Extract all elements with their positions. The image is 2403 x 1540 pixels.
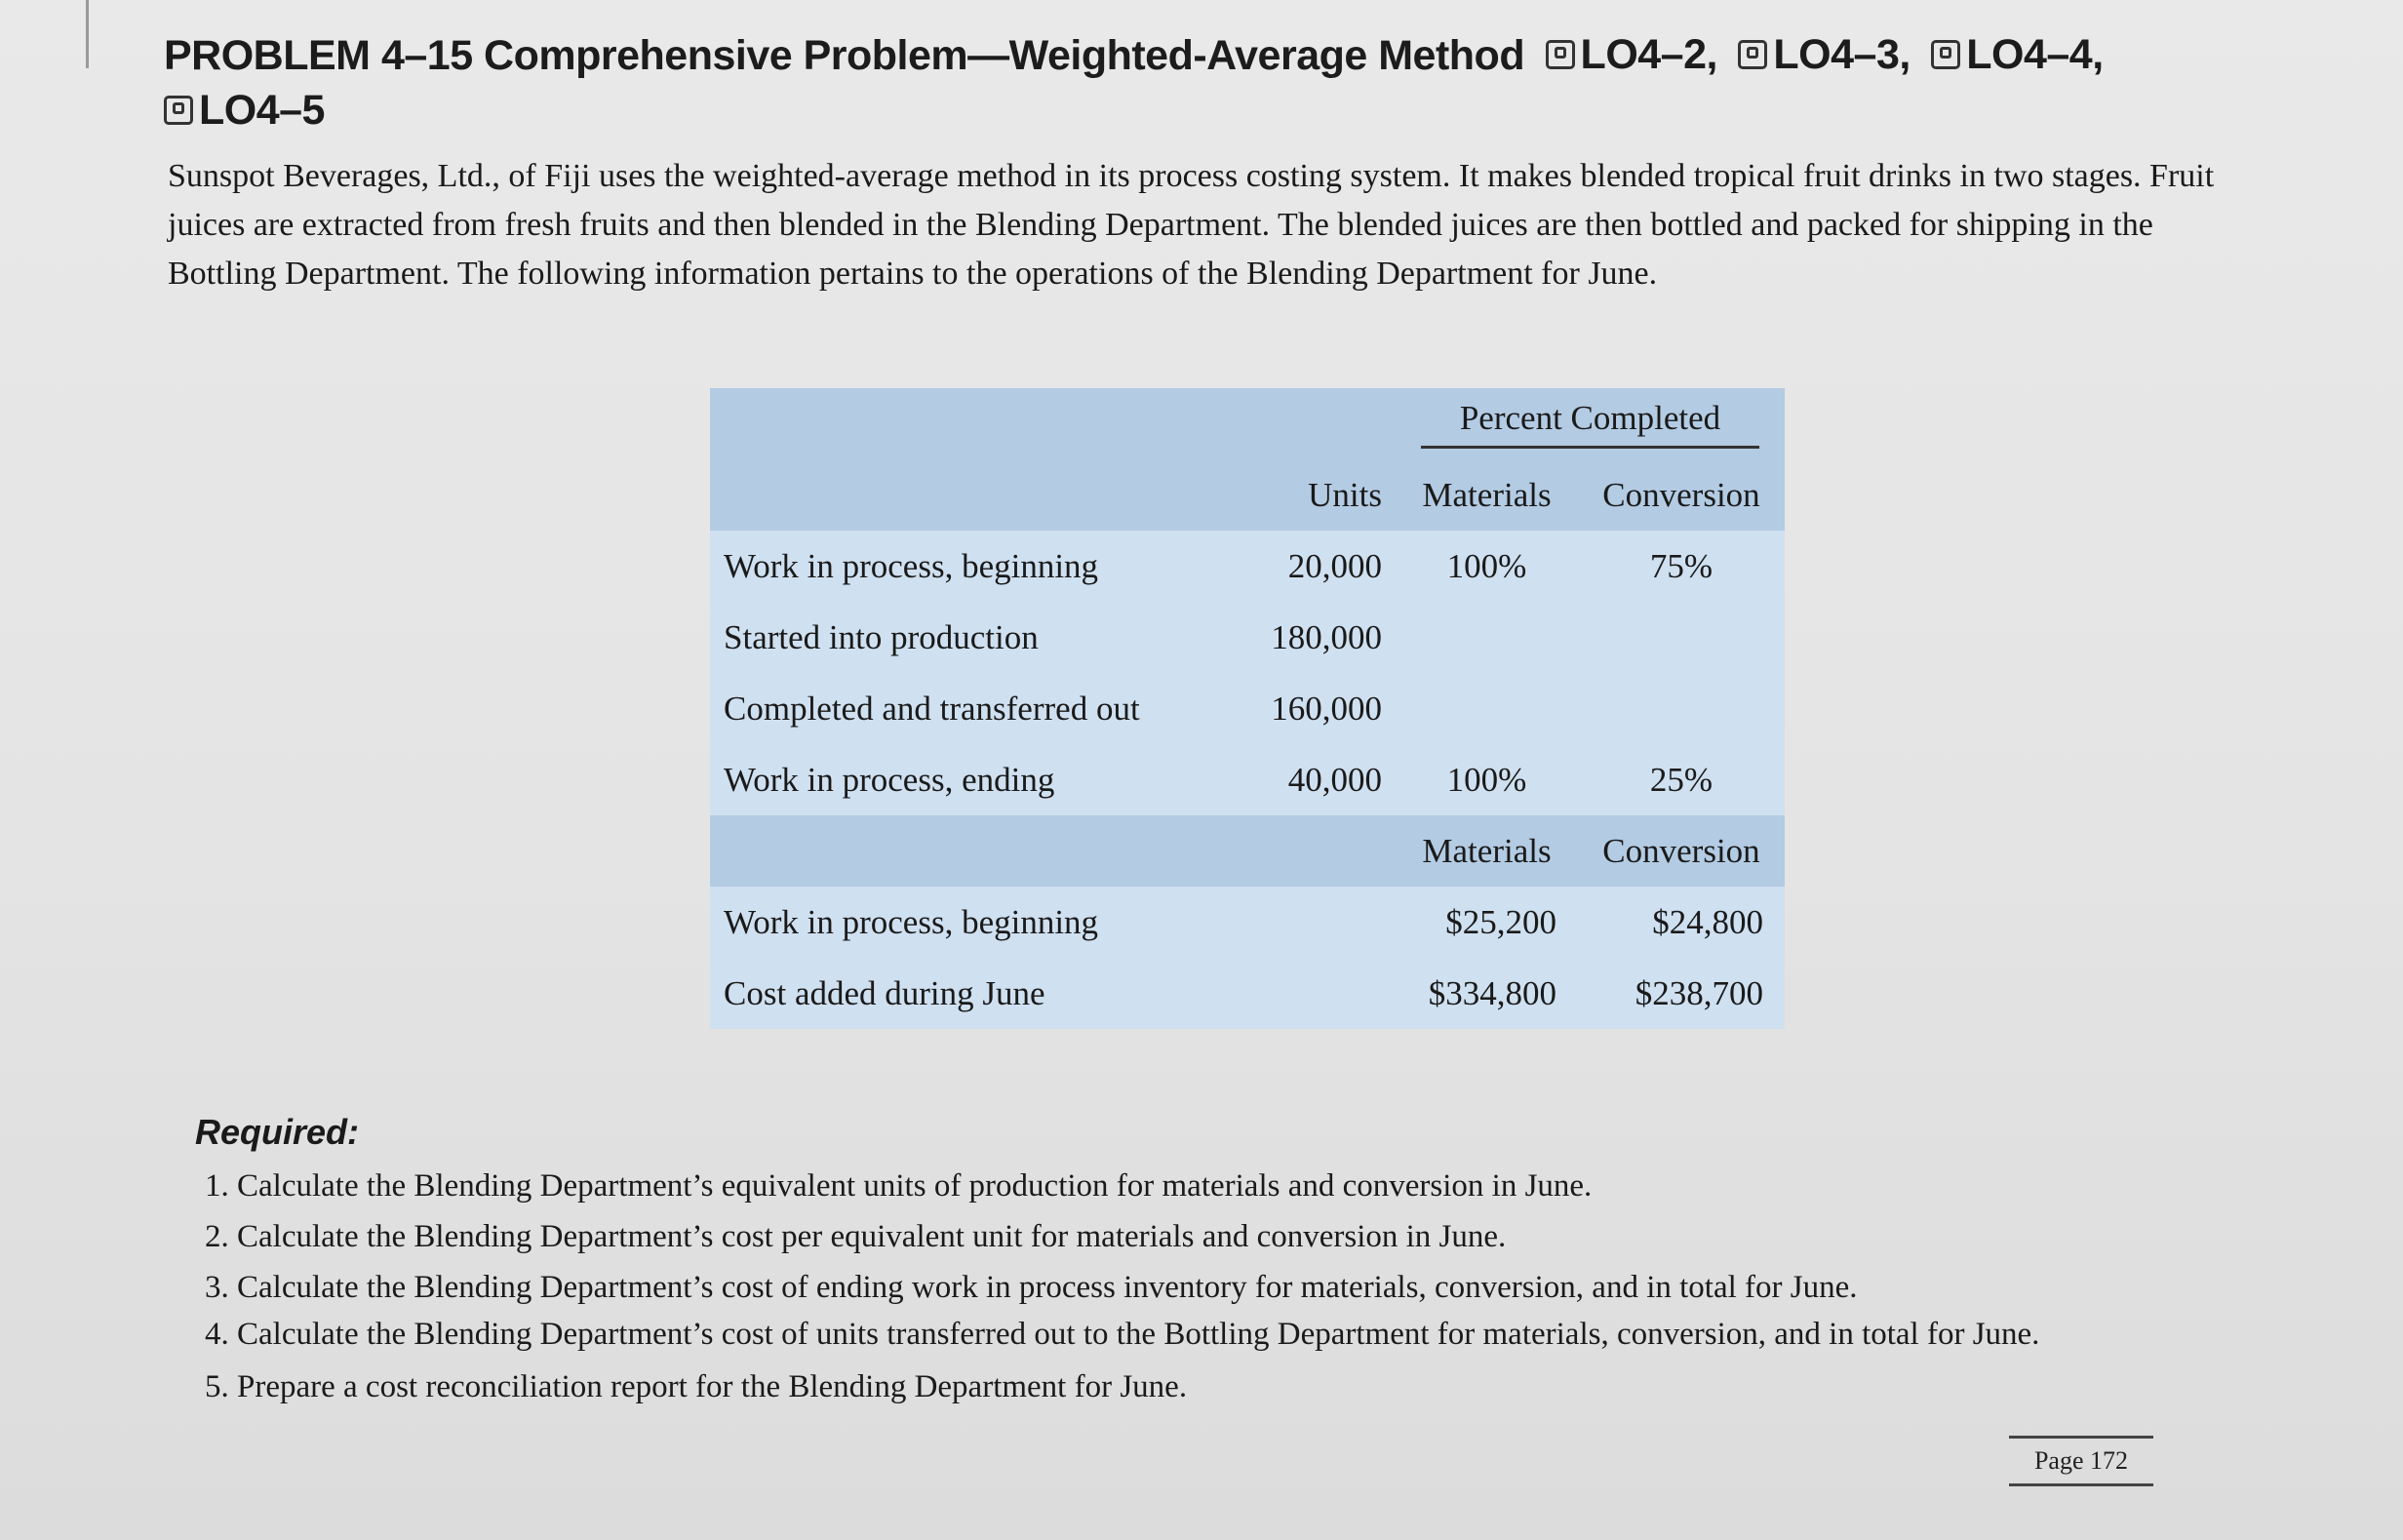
lo-link-3[interactable]: LO4–4, (1931, 27, 2103, 82)
page-number-label: Page 172 (2009, 1436, 2153, 1486)
list-item: 5. Prepare a cost reconciliation report for the Blending Department for June. (205, 1369, 1188, 1404)
blending-department-table (710, 388, 1785, 1029)
external-link-icon (1546, 40, 1575, 69)
header-row-columns (710, 459, 1785, 531)
lo-link-4[interactable]: LO4–5 (164, 83, 325, 138)
cost-header-row (710, 815, 1785, 887)
materials-header: Materials (1422, 475, 1552, 514)
required-heading: Required: (195, 1112, 360, 1152)
conversion-header: Conversion (1602, 475, 1760, 514)
lo-link-2[interactable]: LO4–3, (1738, 27, 1910, 82)
external-link-icon (164, 96, 193, 125)
header-row-percent (710, 388, 1785, 459)
list-item: 4. Calculate the Blending Department’s cost of units transferred out to the Bottling Department for materials, conversion, and in total for June. (205, 1317, 2040, 1352)
table-row: Work in process, ending 40,000 100% 25% (710, 744, 1785, 815)
cost-materials-header: Materials (1422, 831, 1552, 870)
problem-title: PROBLEM 4–15 Comprehensive Problem—Weighted-Average Method (164, 32, 1525, 79)
external-link-icon (1931, 40, 1960, 69)
table-row: Work in process, beginning 20,000 100% 75% (710, 531, 1785, 602)
units-header: Units (1308, 475, 1382, 514)
cost-conversion-header: Conversion (1602, 831, 1760, 870)
external-link-icon (1738, 40, 1767, 69)
left-margin-bar (86, 0, 89, 68)
list-item: 3. Calculate the Blending Department’s cost of ending work in process inventory for materials, conversion, and in total for June. (205, 1270, 1858, 1305)
lo-link-1[interactable]: LO4–2, (1546, 27, 1717, 82)
table-row: Completed and transferred out 160,000 (710, 673, 1785, 744)
list-item: 1. Calculate the Blending Department’s equivalent units of production for materials and conversion in June. (205, 1168, 1593, 1204)
table-row: Cost added during June $334,800 $238,700 (710, 958, 1785, 1029)
table-row: Started into production 180,000 (710, 602, 1785, 673)
required-list (205, 1161, 2155, 1412)
list-item: 2. Calculate the Blending Department’s cost per equivalent unit for materials and conversion in June. (205, 1219, 1507, 1254)
table-row: Work in process, beginning $25,200 $24,800 (710, 887, 1785, 958)
problem-title-block (164, 27, 2309, 138)
percent-completed-header: Percent Completed (1396, 388, 1785, 459)
problem-intro: Sunspot Beverages, Ltd., of Fiji uses the weighted-average method in its process costing system. It makes blended tropical fruit drinks in two stages. Fruit juices are extracted from fresh fruits and then blended in the Blending Department. The blended juices are then bottled and packed for shipping in the Bottling Department. The following information pertains to the operations of the Blending Department for June. (168, 158, 2215, 292)
